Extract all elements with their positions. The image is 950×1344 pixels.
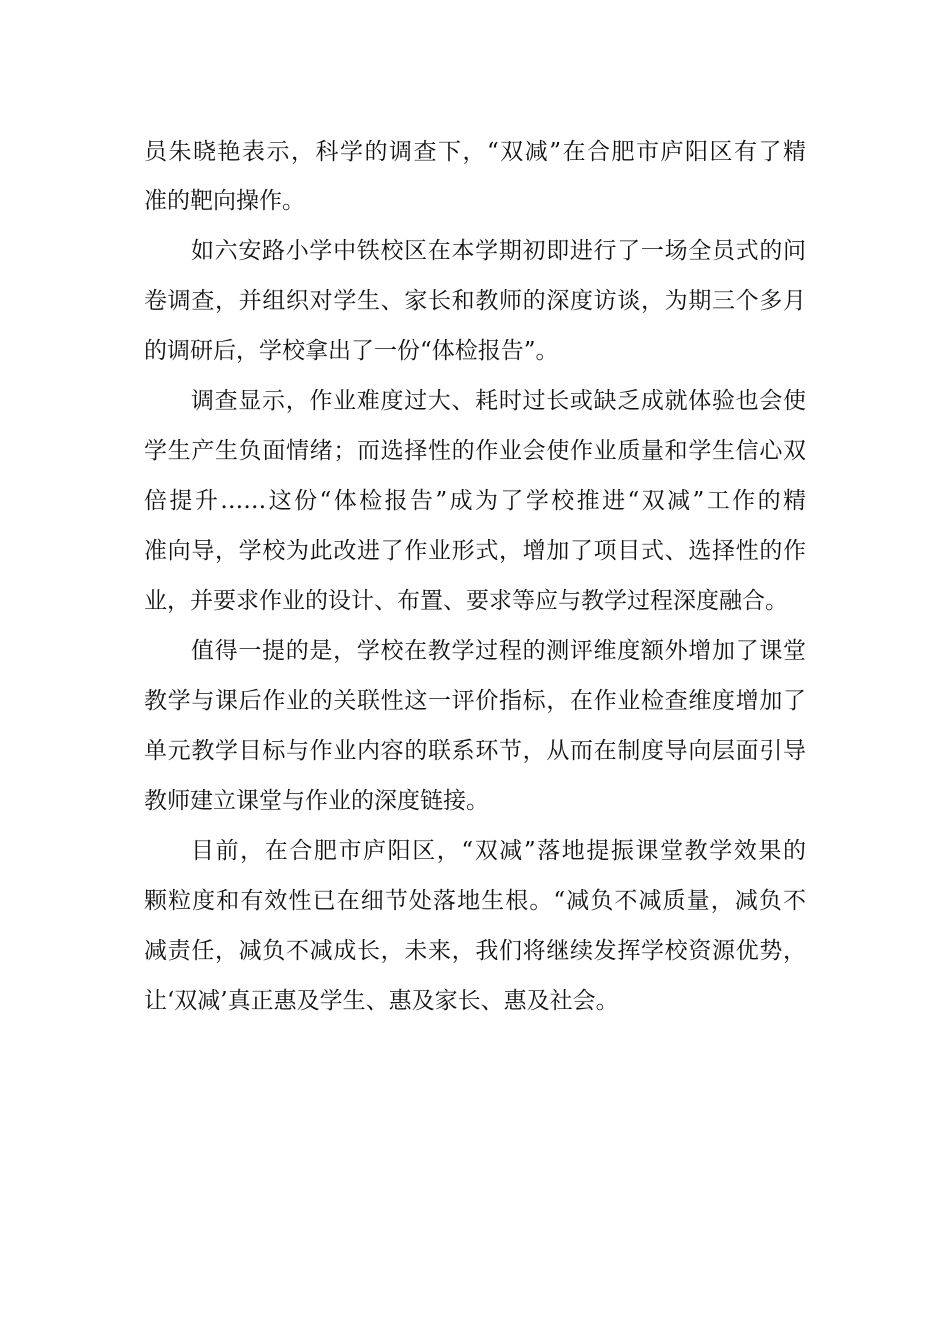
text-line: 准向导，学校为此改进了作业形式，增加了项目式、选择性的作 <box>144 538 806 564</box>
text-line: 学生产生负面情绪；而选择性的作业会使作业质量和学生信心双 <box>144 438 806 464</box>
text-line: 倍提升……这份“体检报告”成为了学校推进“双减”工作的精 <box>144 488 806 514</box>
paragraph-first-line: 目前，在合肥市庐阳区，“双减”落地提振课堂教学效果的 <box>191 838 806 864</box>
text-line: 单元教学目标与作业内容的联系环节，从而在制度导向层面引导 <box>144 738 806 764</box>
text-line: 教学与课后作业的关联性这一评价指标，在作业检查维度增加了 <box>144 688 806 714</box>
text-line: 减责任，减负不减成长，未来，我们将继续发挥学校资源优势， <box>144 938 806 964</box>
text-line: 的调研后，学校拿出了一份“体检报告”。 <box>144 338 559 364</box>
text-line: 卷调查，并组织对学生、家长和教师的深度访谈，为期三个多月 <box>144 288 806 314</box>
paragraph-first-line: 如六安路小学中铁校区在本学期初即进行了一场全员式的问 <box>191 238 806 264</box>
text-line: 员朱晓艳表示，科学的调查下，“双减”在合肥市庐阳区有了精 <box>144 139 806 165</box>
text-line: 准的靶向操作。 <box>144 188 305 214</box>
text-line: 业，并要求作业的设计、布置、要求等应与教学过程深度融合。 <box>144 588 788 614</box>
text-line: 教师建立课堂与作业的深度链接。 <box>144 788 489 814</box>
text-line: 让‘双减’真正惠及学生、惠及家长、惠及社会。 <box>144 988 619 1014</box>
paragraph-first-line: 调查显示，作业难度过大、耗时过长或缺乏成就体验也会使 <box>191 388 806 414</box>
text-line: 颗粒度和有效性已在细节处落地生根。“减负不减质量，减负不 <box>144 888 806 914</box>
paragraph-first-line: 值得一提的是，学校在教学过程的测评维度额外增加了课堂 <box>191 638 806 664</box>
